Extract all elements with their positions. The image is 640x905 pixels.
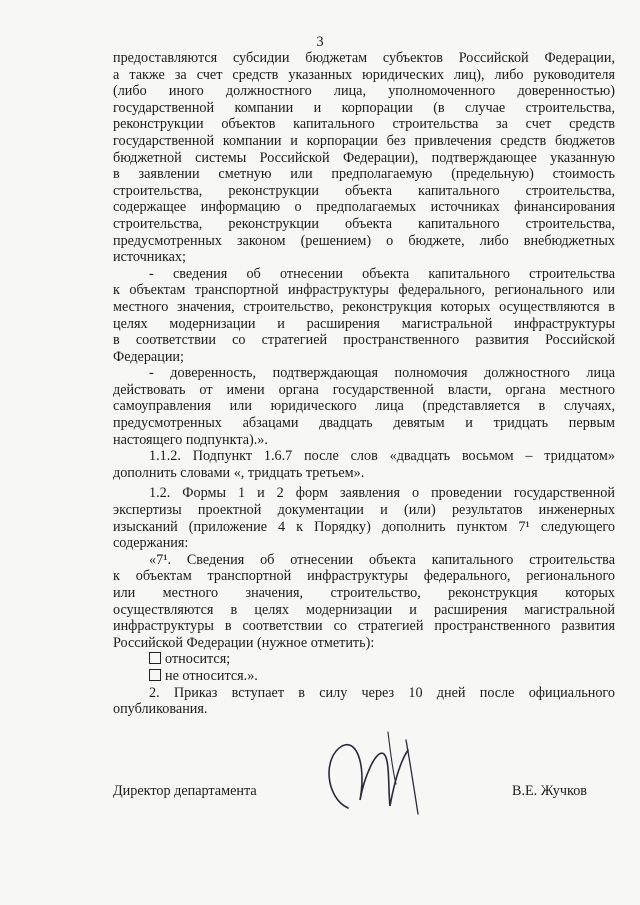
text-line: [113, 266, 615, 283]
text-line: [113, 150, 615, 167]
text-line: [113, 67, 615, 84]
line-text: инфраструктуры в соответствии со стратегией пространственного развития: [113, 618, 615, 635]
line-text: изысканий (приложение 4 к Порядку) дополнить пунктом 7¹ следующего: [113, 518, 615, 535]
line-text: самоуправления или юридического лица (представляется в случаях,: [113, 398, 615, 415]
text-line: [113, 585, 615, 602]
text-line: [113, 183, 615, 200]
text-line: [113, 332, 615, 349]
signatory-name: В.Е. Жучков: [512, 783, 587, 799]
line-text: строительства, реконструкции объекта капитального строительства,: [113, 215, 615, 232]
text-line: [113, 365, 615, 382]
line-text: - доверенность, подтверждающая полномочия должностного лица: [149, 365, 615, 382]
text-line: [113, 83, 615, 100]
text-line: [113, 216, 615, 233]
text-line: [113, 116, 615, 133]
checkbox-option-line: [113, 668, 615, 685]
text-line: [113, 685, 615, 702]
checkbox-icon: [149, 652, 161, 664]
line-text: источниках;: [113, 249, 186, 266]
line-text: содержания:: [113, 535, 189, 552]
line-text: относится;: [165, 651, 231, 668]
document-body: [113, 50, 615, 718]
signatory-title: Директор департамента: [113, 783, 257, 799]
checkbox-option-line: [113, 651, 615, 668]
line-text: в соответствии со стратегией пространственного развития Российской: [113, 332, 615, 349]
line-text: настоящего подпункта).».: [113, 431, 268, 448]
line-text: опубликования.: [113, 701, 208, 718]
line-text: осуществляются в целях модернизации и расширения магистральной: [113, 601, 615, 618]
text-line: [113, 635, 615, 652]
text-line: [113, 485, 615, 502]
text-line: [113, 199, 615, 216]
text-line: [113, 602, 615, 619]
text-line: [113, 465, 615, 482]
text-line: [113, 398, 615, 415]
text-line: [113, 701, 615, 718]
line-text: бюджетной системы Российской Федерации), подтверждающее указанную: [113, 149, 615, 166]
line-text: (либо иного должностного лица, уполномоченного доверенностью): [113, 83, 615, 100]
line-text: 2. Приказ вступает в силу через 10 дней после официального: [149, 684, 615, 701]
line-text: а также за счет средств указанных юридических лиц), либо руководителя: [113, 66, 615, 83]
text-line: [113, 166, 615, 183]
text-line: [113, 50, 615, 67]
text-line: [113, 299, 615, 316]
text-line: [113, 415, 615, 432]
text-line: [113, 552, 615, 569]
text-line: [113, 316, 615, 333]
text-line: [113, 535, 615, 552]
line-text: предусмотренных законом (решением) о бюджете, либо внебюджетных: [113, 232, 615, 249]
line-text: государственной компании и корпорации (в случае строительства,: [113, 99, 615, 116]
line-text: содержащее информацию о предполагаемых источниках финансирования: [113, 199, 615, 216]
line-text: предусмотренных абзацами двадцать девятым и тридцать первым: [113, 415, 615, 432]
line-text: предоставляются субсидии бюджетам субъектов Российской Федерации,: [113, 50, 615, 66]
text-line: [113, 282, 615, 299]
line-text: к объектам транспортной инфраструктуры федерального, регионального или: [113, 282, 615, 299]
text-line: [113, 133, 615, 150]
line-text: строительства, реконструкции объекта капитального строительства,: [113, 182, 615, 199]
text-line: [113, 448, 615, 465]
text-line: [113, 233, 615, 250]
handwritten-signature: [318, 728, 428, 818]
text-line: [113, 519, 615, 536]
line-text: не относится.».: [165, 667, 258, 684]
line-text: местного значения, строительство, реконструкция которых осуществляются в: [113, 298, 615, 315]
line-text: 1.2. Формы 1 и 2 форм заявления о проведении государственной: [149, 485, 615, 502]
line-text: реконструкции объектов капитального строительства за счет средств: [113, 116, 615, 133]
page-number: 3: [316, 34, 324, 50]
line-text: экспертизы проектной документации и (или) результатов инженерных: [113, 502, 615, 519]
line-text: действовать от имени органа государственной власти, органа местного: [113, 381, 615, 398]
text-line: [113, 568, 615, 585]
text-line: [113, 502, 615, 519]
line-text: или местного значения, строительство, реконструкция которых: [113, 585, 615, 601]
line-text: дополнить словами «, тридцать третьем».: [113, 464, 365, 481]
line-text: государственной компании и корпорации без привлечения средств бюджетов: [113, 132, 615, 149]
line-text: целях модернизации и расширения магистральной инфраструктуры: [113, 315, 615, 332]
line-text: 1.1.2. Подпункт 1.6.7 после слов «двадцать восьмом – тридцатом»: [149, 448, 615, 465]
line-text: - сведения об отнесении объекта капитального строительства: [149, 265, 615, 282]
text-line: [113, 382, 615, 399]
text-line: [113, 349, 615, 366]
text-line: [113, 432, 615, 449]
line-text: в заявлении сметную или предполагаемую (предельную) стоимость: [113, 166, 615, 183]
text-line: [113, 100, 615, 117]
line-text: «7¹. Сведения об отнесении объекта капитального строительства: [149, 551, 615, 568]
line-text: к объектам транспортной инфраструктуры федерального, регионального: [113, 568, 615, 585]
checkbox-icon: [149, 669, 161, 681]
text-line: [113, 249, 615, 266]
line-text: Российской Федерации (нужное отметить):: [113, 634, 375, 651]
line-text: Федерации;: [113, 348, 184, 365]
text-line: [113, 618, 615, 635]
